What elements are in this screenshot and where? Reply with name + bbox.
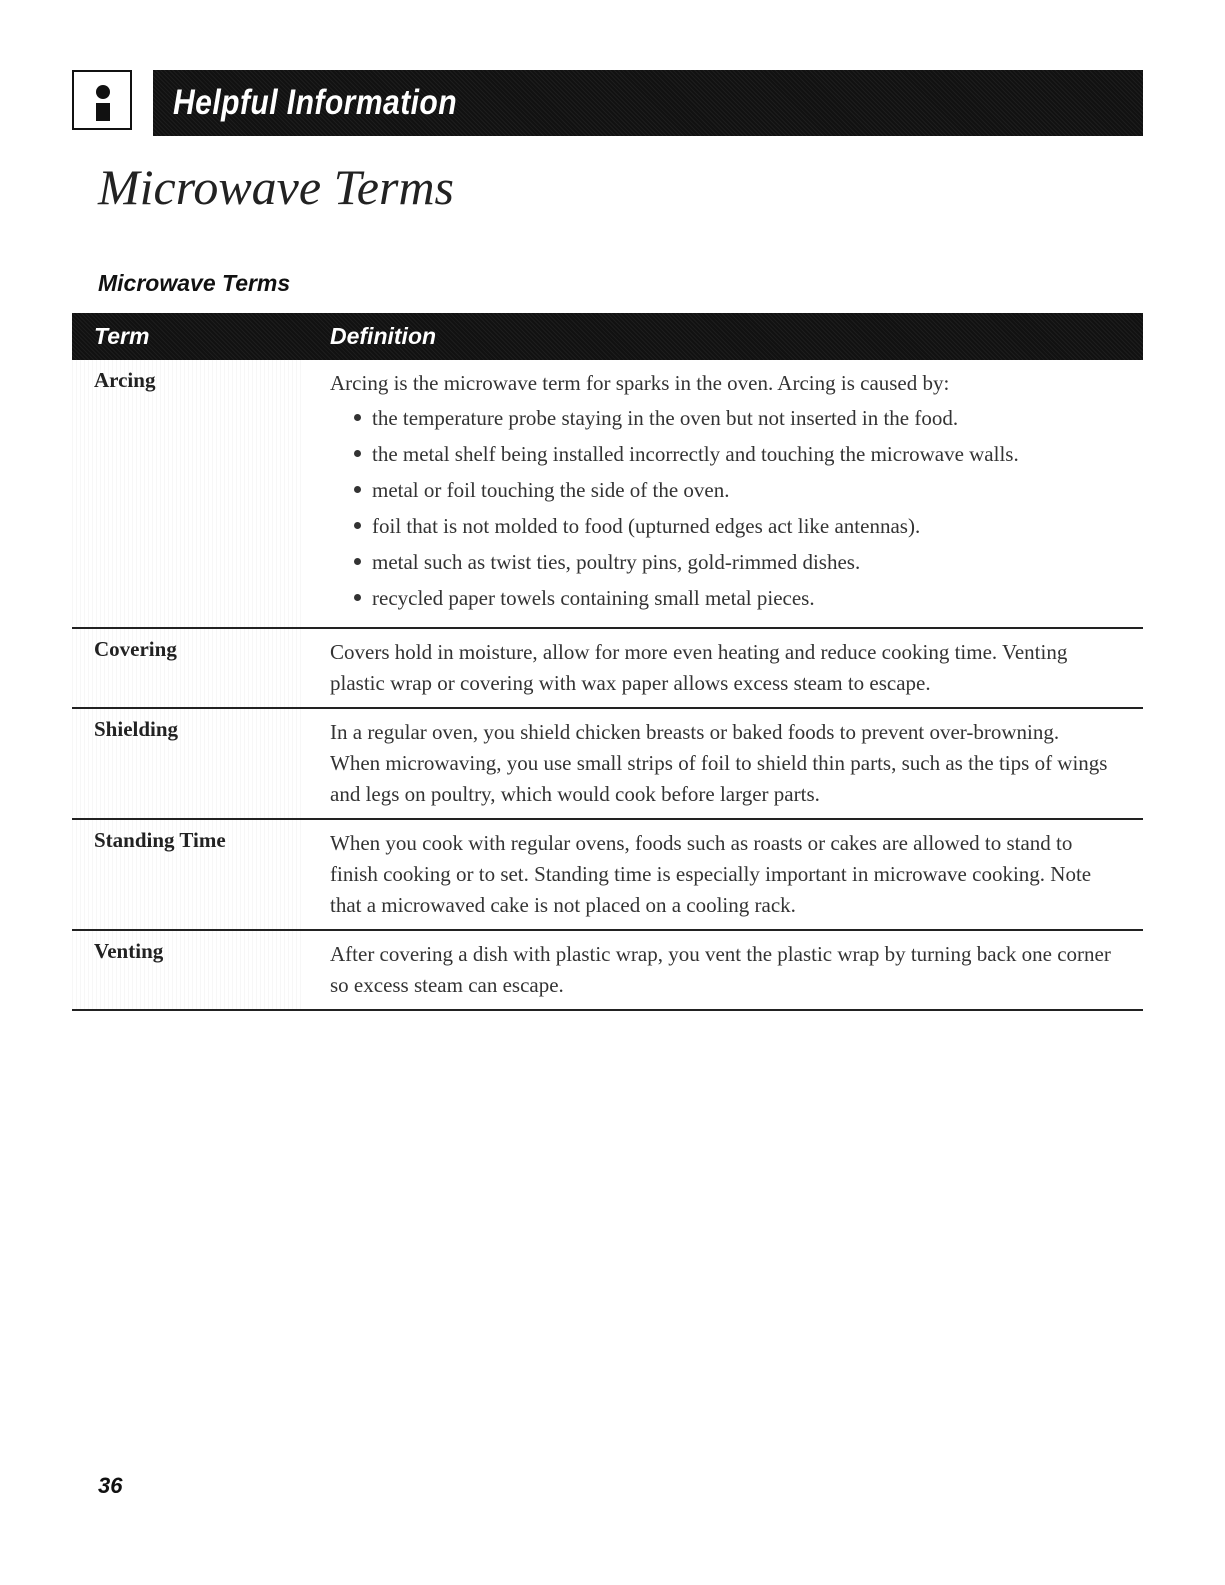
table-row <box>72 709 1143 820</box>
info-icon-dot <box>96 85 110 99</box>
terms-table <box>72 313 1143 1011</box>
table-header <box>72 313 1143 360</box>
definition-text: Covers hold in moisture, allow for more even heating and reduce cooking time. Venting plastic wrap or covering with wax paper allows excess steam to escape. <box>330 640 1068 695</box>
table-row <box>72 931 1143 1011</box>
definition-cell <box>330 629 1143 707</box>
bullet-item: recycled paper towels containing small metal pieces. <box>352 583 1113 613</box>
info-icon <box>72 70 132 130</box>
definition-cell <box>330 820 1143 929</box>
definition-text: After covering a dish with plastic wrap, you vent the plastic wrap by turning back one corner so excess steam can escape. <box>330 942 1111 997</box>
term-cell: Covering <box>72 629 304 707</box>
bullet-item: the metal shelf being installed incorrectly and touching the microwave walls. <box>352 439 1113 469</box>
definition-text: In a regular oven, you shield chicken breasts or baked foods to prevent over-browning. When microwaving, you use small strips of foil to shield thin parts, such as the tips of wings and legs on poultry, which would cook before larger parts. <box>330 720 1108 806</box>
bullet-item: metal such as twist ties, poultry pins, gold-rimmed dishes. <box>352 547 1113 577</box>
term-cell: Standing Time <box>72 820 304 929</box>
section-banner <box>153 70 1143 136</box>
page-title: Microwave Terms <box>98 159 455 215</box>
definition-cell <box>330 931 1143 1009</box>
definition-text: When you cook with regular ovens, foods such as roasts or cakes are allowed to stand to finish cooking or to set. Standing time is especially important in microwave cooking. Note that a microwaved cake is not placed on a cooling rack. <box>330 831 1092 917</box>
term-cell: Shielding <box>72 709 304 818</box>
section-title: Microwave Terms <box>98 270 291 296</box>
bullet-item: metal or foil touching the side of the oven. <box>352 475 1113 505</box>
table-row <box>72 629 1143 709</box>
table-row <box>72 360 1143 629</box>
definition-cell <box>330 360 1143 627</box>
page-number: 36 <box>98 1473 123 1498</box>
header-definition: Definition <box>330 323 437 349</box>
bullet-item: the temperature probe staying in the oven but not inserted in the food. <box>352 403 1113 433</box>
info-icon-stem <box>96 103 110 121</box>
definition-text: Arcing is the microwave term for sparks in the oven. Arcing is caused by: <box>330 371 950 395</box>
banner-title: Helpful Information <box>173 83 458 122</box>
bullet-item: foil that is not molded to food (upturned edges act like antennas). <box>352 511 1113 541</box>
header-term: Term <box>94 323 150 349</box>
term-cell: Arcing <box>72 360 304 627</box>
definition-cell <box>330 709 1143 818</box>
bullet-list <box>330 403 1113 613</box>
table-row <box>72 820 1143 931</box>
term-cell: Venting <box>72 931 304 1009</box>
